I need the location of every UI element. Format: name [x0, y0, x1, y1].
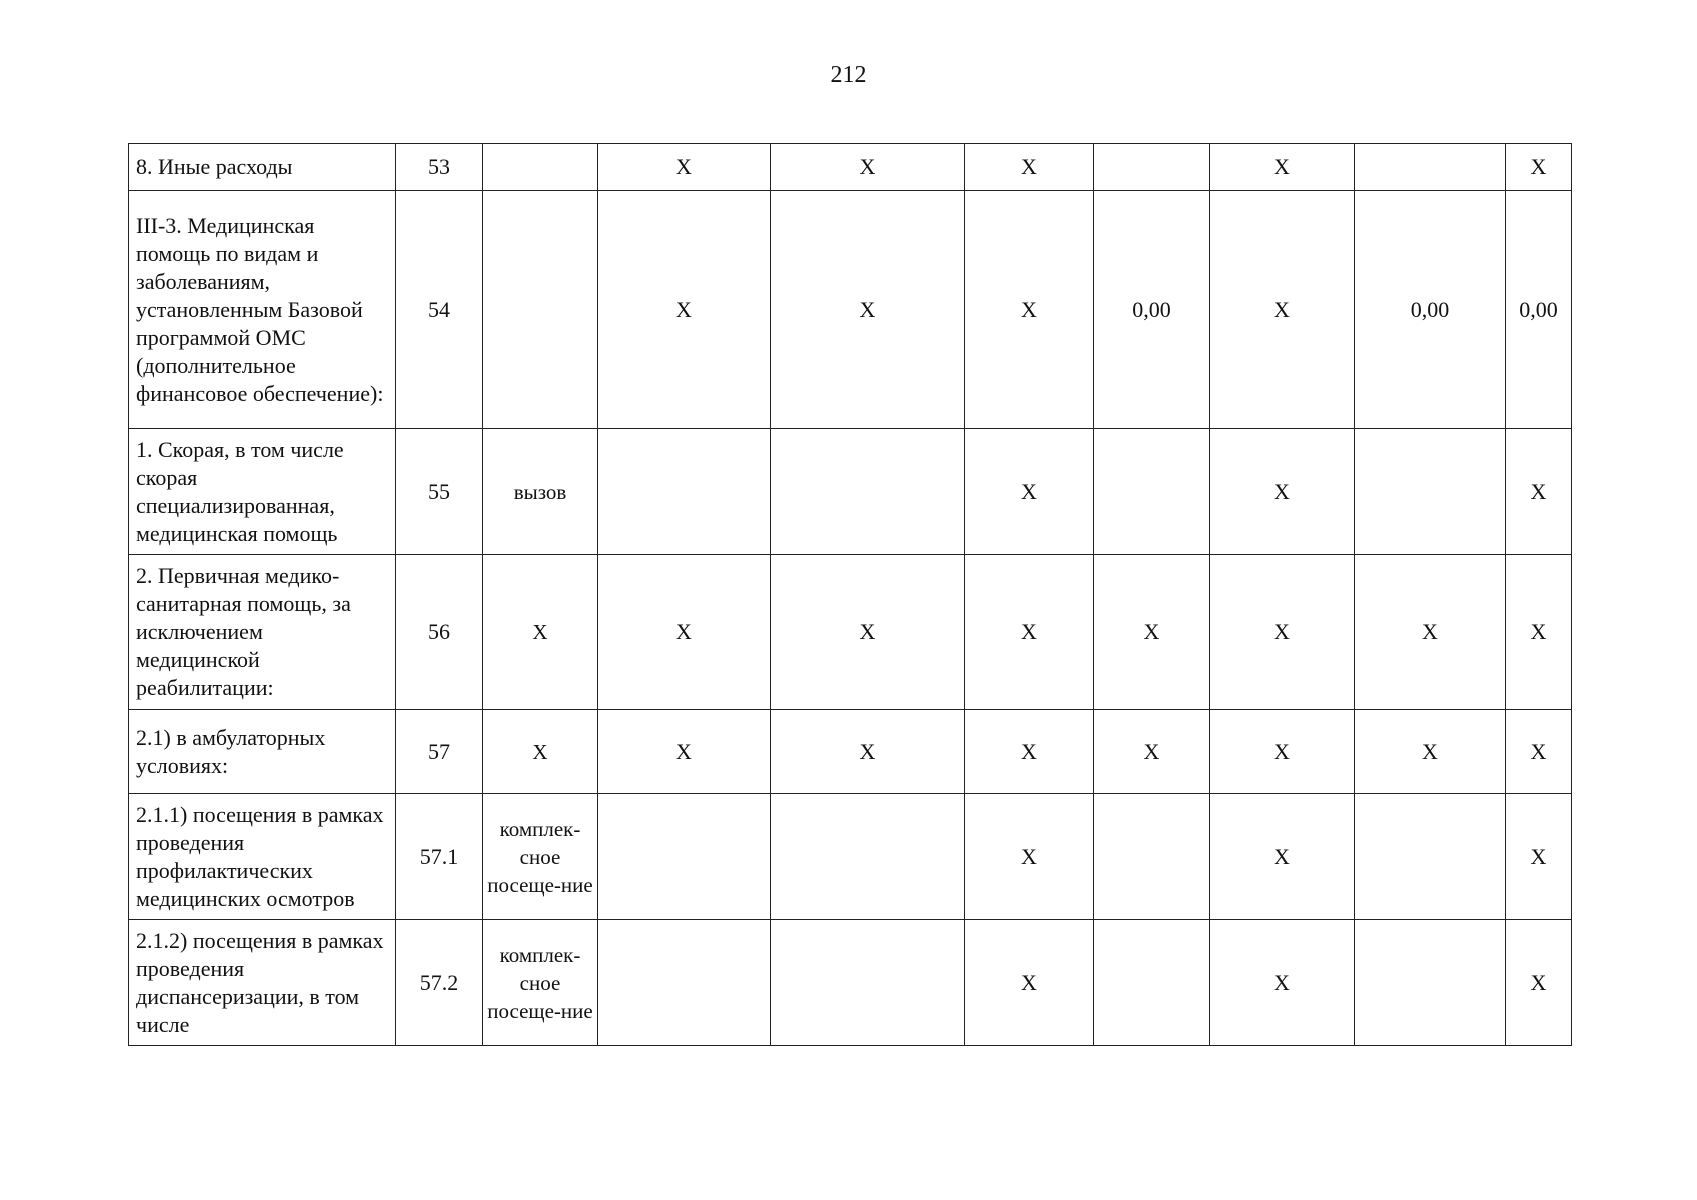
row-unit: комплек-сное посеще-ние — [483, 920, 598, 1046]
cell-col-9 — [1355, 794, 1506, 920]
cell-col-7 — [1094, 429, 1210, 555]
row-code: 56 — [396, 555, 483, 710]
table-row — [129, 920, 1572, 1046]
cell-col-4 — [598, 429, 771, 555]
cell-col-5 — [771, 794, 965, 920]
row-code: 57.2 — [396, 920, 483, 1046]
row-code: 53 — [396, 144, 483, 191]
cell-col-8: X — [1210, 429, 1355, 555]
row-unit: X — [483, 555, 598, 710]
cell-col-4: X — [598, 191, 771, 429]
cell-col-6: X — [965, 144, 1094, 191]
cell-col-4 — [598, 920, 771, 1046]
data-table — [128, 143, 1572, 1046]
cell-col-9: X — [1355, 710, 1506, 794]
cell-col-10: X — [1506, 794, 1572, 920]
table-row — [129, 429, 1572, 555]
cell-col-6: X — [965, 794, 1094, 920]
row-name: 1. Скорая, в том числе скорая специализированная, медицинская помощь — [129, 429, 396, 555]
row-unit: комплек-сное посеще-ние — [483, 794, 598, 920]
cell-col-8: X — [1210, 191, 1355, 429]
cell-col-9 — [1355, 144, 1506, 191]
table-row — [129, 555, 1572, 710]
row-name: 2.1) в амбулаторных условиях: — [129, 710, 396, 794]
cell-col-5: X — [771, 144, 965, 191]
cell-col-10: X — [1506, 710, 1572, 794]
table-row — [129, 710, 1572, 794]
table-row — [129, 191, 1572, 429]
table-row — [129, 794, 1572, 920]
cell-col-7 — [1094, 794, 1210, 920]
cell-col-8: X — [1210, 794, 1355, 920]
row-unit: вызов — [483, 429, 598, 555]
cell-col-9: 0,00 — [1355, 191, 1506, 429]
cell-col-5 — [771, 920, 965, 1046]
cell-col-5: X — [771, 191, 965, 429]
table-row — [129, 144, 1572, 191]
cell-col-7: X — [1094, 710, 1210, 794]
cell-col-7 — [1094, 920, 1210, 1046]
cell-col-8: X — [1210, 555, 1355, 710]
row-name: 2.1.2) посещения в рамках проведения диспансеризации, в том числе — [129, 920, 396, 1046]
cell-col-10: 0,00 — [1506, 191, 1572, 429]
cell-col-9 — [1355, 920, 1506, 1046]
cell-col-6: X — [965, 710, 1094, 794]
row-unit: X — [483, 710, 598, 794]
cell-col-4: X — [598, 144, 771, 191]
row-name: 2.1.1) посещения в рамках проведения профилактических медицинских осмотров — [129, 794, 396, 920]
cell-col-4: X — [598, 555, 771, 710]
cell-col-7: 0,00 — [1094, 191, 1210, 429]
cell-col-5 — [771, 429, 965, 555]
cell-col-10: X — [1506, 555, 1572, 710]
row-unit — [483, 191, 598, 429]
cell-col-9: X — [1355, 555, 1506, 710]
cell-col-4: X — [598, 710, 771, 794]
cell-col-6: X — [965, 920, 1094, 1046]
cell-col-8: X — [1210, 920, 1355, 1046]
cell-col-10: X — [1506, 920, 1572, 1046]
cell-col-5: X — [771, 710, 965, 794]
row-code: 54 — [396, 191, 483, 429]
row-name: III-3. Медицинская помощь по видам и заболеваниям, установленным Базовой программой ОМС (дополнительное финансовое обеспечение): — [129, 191, 396, 429]
row-code: 57 — [396, 710, 483, 794]
cell-col-6: X — [965, 555, 1094, 710]
row-unit — [483, 144, 598, 191]
cell-col-10: X — [1506, 144, 1572, 191]
cell-col-8: X — [1210, 144, 1355, 191]
cell-col-5: X — [771, 555, 965, 710]
cell-col-8: X — [1210, 710, 1355, 794]
row-code: 55 — [396, 429, 483, 555]
cell-col-7 — [1094, 144, 1210, 191]
cell-col-7: X — [1094, 555, 1210, 710]
cell-col-4 — [598, 794, 771, 920]
row-name: 8. Иные расходы — [129, 144, 396, 191]
cell-col-6: X — [965, 429, 1094, 555]
cell-col-9 — [1355, 429, 1506, 555]
cell-col-6: X — [965, 191, 1094, 429]
cell-col-10: X — [1506, 429, 1572, 555]
page-number: 212 — [830, 62, 867, 88]
row-code: 57.1 — [396, 794, 483, 920]
row-name: 2. Первичная медико-санитарная помощь, за исключением медицинской реабилитации: — [129, 555, 396, 710]
